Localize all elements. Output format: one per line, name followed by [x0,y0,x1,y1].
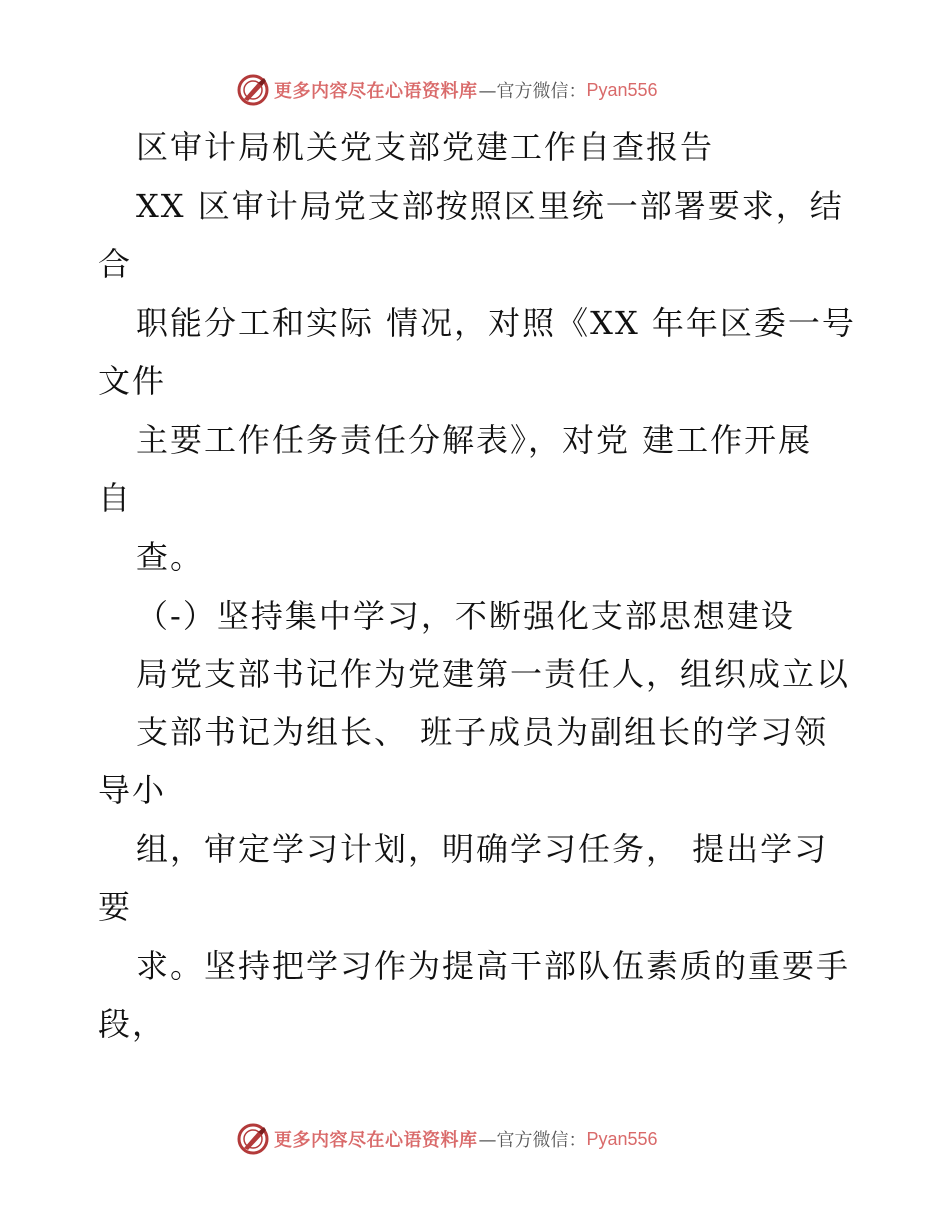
watermark-separator: —官方微信： [478,81,587,102]
body-line: 段， [98,1005,167,1043]
watermark-banner-bottom [236,1121,658,1157]
body-line: 支部书记为组长、 班子成员为副组长的学习领 [136,713,829,751]
body-line: 查。 [136,538,205,576]
body-line: XX 区审计局党支部按照区里统一部署要求，结 [136,187,844,225]
body-line: 主要工作任务责任分解表》，对党 建工作开展 [136,421,813,459]
watermark-banner-top [236,72,658,108]
body-line: 局党支部书记作为党建第一责任人，组织成立以 [136,655,851,693]
watermark-separator: —官方微信： [478,1130,587,1151]
body-line: 组，审定学习计划，明确学习任务， 提出学习 [136,830,829,868]
watermark-text: 更多内容尽在心语资料库 [274,1130,478,1151]
body-line: 文件 [98,362,167,400]
body-line: 自 [98,479,133,517]
body-line: 求。坚持把学习作为提高干部队伍素质的重要手 [136,947,851,985]
watermark-wechat-id: Pyan556 [586,79,658,100]
pen-nib-logo-icon [236,1122,270,1156]
body-line: 职能分工和实际 情况，对照《XX 年年区委一号 [136,304,856,342]
watermark-text: 更多内容尽在心语资料库 [274,81,478,102]
body-line: 要 [98,888,133,926]
body-line: 合 [98,245,133,283]
section-heading: （-）坚持集中学习，不断强化支部思想建设 [136,597,795,635]
body-line: 导小 [98,771,167,809]
document-title: 区审计局机关党支部党建工作自查报告 [136,128,715,166]
watermark-wechat-id: Pyan556 [586,1128,658,1149]
pen-nib-logo-icon [236,73,270,107]
